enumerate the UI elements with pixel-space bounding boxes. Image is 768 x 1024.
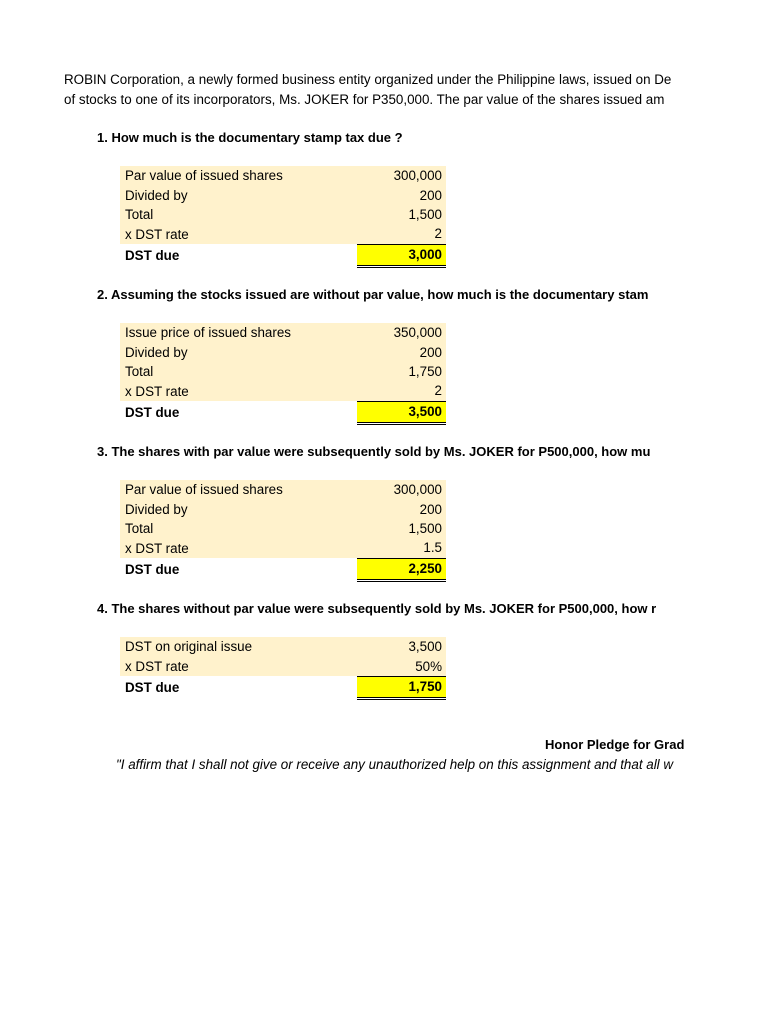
- question-4-title: 4. The shares without par value were subsequently sold by Ms. JOKER for P500,000, how r: [97, 601, 657, 616]
- table-row: [120, 362, 446, 381]
- total-row: [120, 676, 446, 698]
- row-label: Divided by: [120, 499, 357, 518]
- question-1-table: [120, 166, 446, 268]
- intro-line-2: of stocks to one of its incorporators, Ms. JOKER for P350,000. The par value of the shares issued am: [64, 92, 665, 107]
- row-label: x DST rate: [120, 381, 357, 401]
- question-3-table: [120, 480, 446, 582]
- total-label: DST due: [120, 558, 357, 580]
- row-value: 1,750: [357, 362, 446, 381]
- table-row: [120, 185, 446, 204]
- row-value: 50%: [357, 656, 446, 676]
- question-2-table: [120, 323, 446, 425]
- row-label: DST on original issue: [120, 637, 357, 656]
- row-value: 3,500: [357, 637, 446, 656]
- total-value: 1,750: [357, 676, 446, 698]
- row-label: Par value of issued shares: [120, 480, 357, 499]
- total-row: [120, 401, 446, 423]
- intro-line-1: ROBIN Corporation, a newly formed business entity organized under the Philippine laws, issued on De: [64, 72, 672, 87]
- question-2-title: 2. Assuming the stocks issued are without par value, how much is the documentary stam: [97, 287, 649, 302]
- question-1-title: 1. How much is the documentary stamp tax due ?: [97, 130, 403, 145]
- row-label: Divided by: [120, 185, 357, 204]
- question-4-table: [120, 637, 446, 700]
- table-row: [120, 538, 446, 558]
- table-row: [120, 480, 446, 499]
- honor-pledge-text: "I affirm that I shall not give or receive any unauthorized help on this assignment and that all w: [116, 757, 674, 772]
- total-value: 3,000: [357, 244, 446, 266]
- row-label: Divided by: [120, 342, 357, 361]
- row-value: 200: [357, 185, 446, 204]
- total-value: 2,250: [357, 558, 446, 580]
- table-row: [120, 166, 446, 185]
- question-3-title: 3. The shares with par value were subsequently sold by Ms. JOKER for P500,000, how mu: [97, 444, 651, 459]
- table-row: [120, 637, 446, 656]
- row-value: 1,500: [357, 205, 446, 224]
- table-row: [120, 323, 446, 342]
- honor-pledge-title: Honor Pledge for Grad: [545, 737, 685, 752]
- row-label: Total: [120, 362, 357, 381]
- row-label: Total: [120, 205, 357, 224]
- row-value: 200: [357, 342, 446, 361]
- table-row: [120, 656, 446, 676]
- row-label: x DST rate: [120, 538, 357, 558]
- row-label: Total: [120, 519, 357, 538]
- table-row: [120, 499, 446, 518]
- row-label: Par value of issued shares: [120, 166, 357, 185]
- total-label: DST due: [120, 401, 357, 423]
- row-value: 300,000: [357, 480, 446, 499]
- total-row: [120, 244, 446, 266]
- row-value: 2: [357, 381, 446, 401]
- row-value: 200: [357, 499, 446, 518]
- row-value: 350,000: [357, 323, 446, 342]
- table-row: [120, 224, 446, 244]
- row-value: 2: [357, 224, 446, 244]
- row-value: 1.5: [357, 538, 446, 558]
- row-value: 1,500: [357, 519, 446, 538]
- row-value: 300,000: [357, 166, 446, 185]
- table-row: [120, 519, 446, 538]
- total-label: DST due: [120, 676, 357, 698]
- total-label: DST due: [120, 244, 357, 266]
- table-row: [120, 342, 446, 361]
- row-label: x DST rate: [120, 656, 357, 676]
- row-label: x DST rate: [120, 224, 357, 244]
- row-label: Issue price of issued shares: [120, 323, 357, 342]
- intro-paragraph: [64, 70, 671, 110]
- total-value: 3,500: [357, 401, 446, 423]
- table-row: [120, 381, 446, 401]
- total-row: [120, 558, 446, 580]
- table-row: [120, 205, 446, 224]
